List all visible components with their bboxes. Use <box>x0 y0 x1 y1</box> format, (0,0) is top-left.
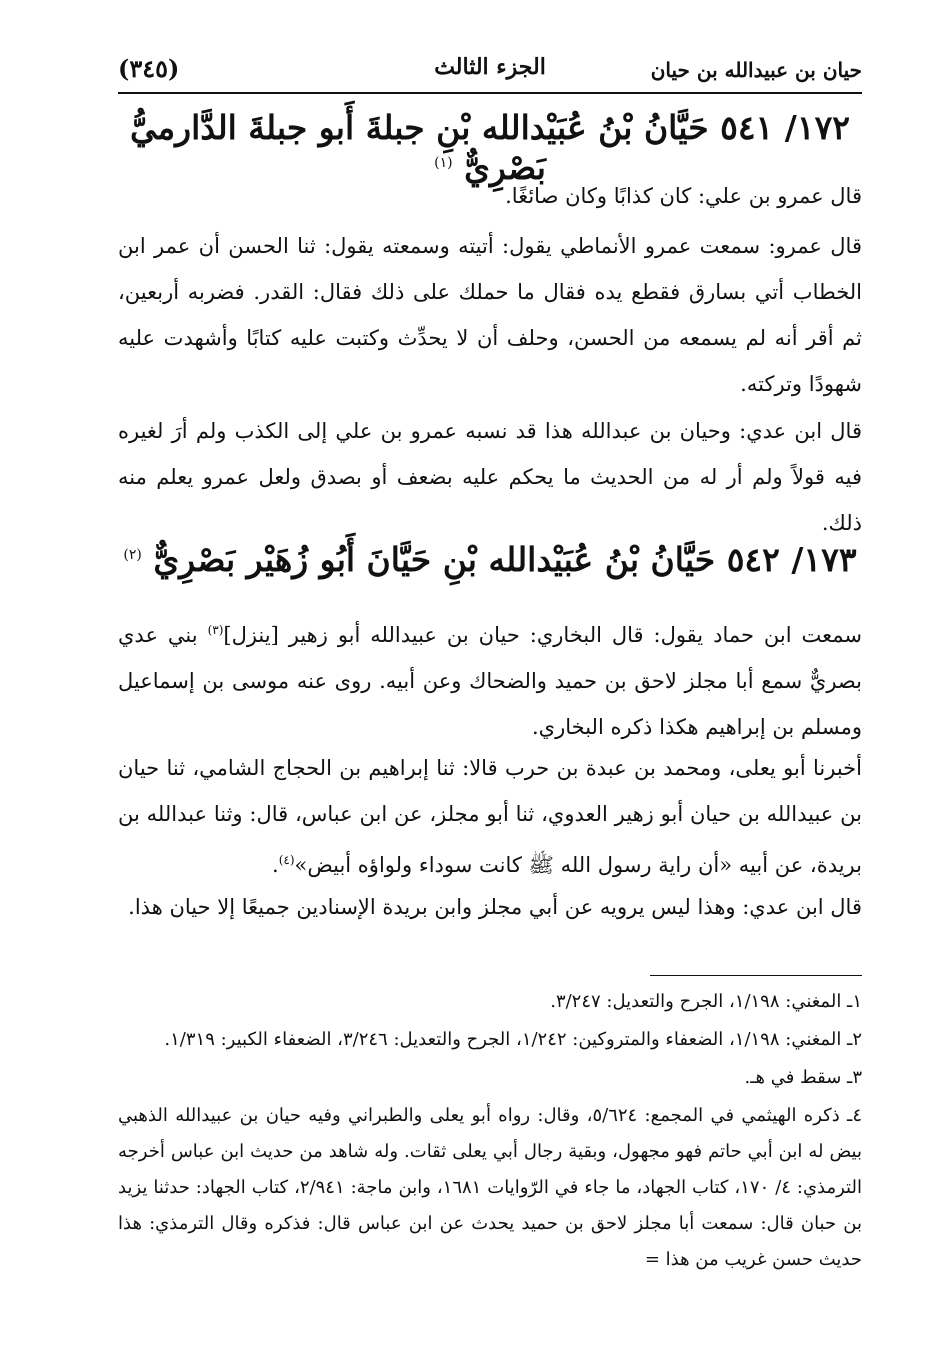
footnote: ٢ـ المغني: ١/١٩٨، الضعفاء والمتروكين: ١/٢٤٢، الجرح والتعديل: ٣/٢٤٦، الضعفاء الكبير: ١/٣١٩. <box>164 1029 862 1050</box>
footnote: ٣ـ سقط في هـ. <box>744 1067 862 1088</box>
entry-heading <box>118 540 862 580</box>
entry-name: حَيَّانُ بْنُ عُبَيْدالله بْنِ جبلةَ أَبو جبلةَ الدَّارميُّ بَصْرِيٌّ <box>129 108 709 187</box>
entry-name: حَيَّانُ بْنُ عُبَيْدالله بْنِ حَيَّانَ أَبُو زُهَيْر بَصْرِيٌّ <box>153 540 716 579</box>
paragraph-text: . <box>272 853 279 877</box>
page-number: (٣٤٥) <box>118 54 180 83</box>
volume-label: الجزء الثالث <box>434 54 546 80</box>
paragraph: قال ابن عدي: وهذا ليس يرويه عن أبي مجلز وابن بريدة الإسنادين جميعًا إلا حيان هذا. <box>128 895 862 919</box>
footnote-ref: (٤) <box>278 853 295 867</box>
header-divider <box>118 92 862 94</box>
footnote-divider <box>650 975 862 976</box>
running-title: حيان بن عبيدالله بن حيان <box>650 58 862 82</box>
footnote-ref: (١) <box>434 154 453 171</box>
paragraph-text: بني عدي بصريٌّ سمع أبا مجلز لاحق بن حميد والضحاك وعن أبيه. روى عنه موسى بن إسماعيل ومسلم بن إبراهيم هكذا ذكره البخاري. <box>118 623 862 739</box>
paragraph: قال ابن عدي: وحيان بن عبدالله هذا قد نسبه عمرو بن علي إلى الكذب ولم أرَ لغيره فيه قولاً ولم أر له من الحديث ما يحكم عليه بضعف أو بصدق ولعل عمرو يعلم منه ذلك. <box>118 419 862 535</box>
paragraph-text: سمعت ابن حماد يقول: قال البخاري: حيان بن عبيدالله أبو زهير [ينزل] <box>223 623 862 647</box>
page-header <box>118 52 862 88</box>
paragraph <box>118 745 862 888</box>
footnote-ref: (٢) <box>123 547 142 563</box>
footnote-ref: (٣) <box>207 623 224 637</box>
footnote: ٤ـ ذكره الهيثمي في المجمع: ٥/٦٢٤، وقال: رواه أبو يعلى والطبراني وفيه حيان بن عبيدالله الذهبي بيض له ابن أبي حاتم فهو مجهول، وبقية رجال أبي يعلى ثقات. وله شاهد من حديث ابن عباس أخرجه الترمذي: ٤/ ١٧٠، كتاب الجهاد، ما جاء في الرّوايات ١٦٨١، وابن ماجة: ٢/٩٤١، كتاب الجهاد: حدثنا يزيد بن حبان قال: سمعت أبا مجلز لاحق بن حميد يحدث عن ابن عباس قال: فذكره وقال الترمذي: هذا حديث حسن غريب من هذا = <box>118 1105 862 1270</box>
paragraph: قال عمرو بن علي: كان كذابًا وكان صائغًا. <box>505 184 862 208</box>
paragraph: قال عمرو: سمعت عمرو الأنماطي يقول: أتيته وسمعته يقول: ثنا الحسن أن عمر ابن الخطاب أتي بسارق فقطع يده فقال ما حملك على ذلك فقال: القدر. فضربه أربعين، ثم أقر أنه لم يسمعه من الحسن، وحلف أن لا يحدِّث وكتبت عليه كتابًا وأشهدت عليه شهودًا وتركته. <box>118 234 862 396</box>
entry-number: ١٧٢/ ٥٤١ <box>720 108 851 147</box>
paragraph <box>118 607 862 750</box>
footnote: ١ـ المغني: ١/١٩٨، الجرح والتعديل: ٣/٢٤٧. <box>550 991 862 1012</box>
paragraph-text: أخبرنا أبو يعلى، ومحمد بن عبدة بن حرب قالا: ثنا إبراهيم بن الحجاج الشامي، ثنا حيان بن عبيدالله بن حيان أبو زهير العدوي، ثنا أبو مجلز، عن ابن عباس، قال: وثنا عبدالله بن بريدة، عن أبيه «أن راية رسول الله ﷺ كانت سوداء ولواؤه أبيض» <box>118 756 862 877</box>
entry-number: ١٧٣/ ٥٤٢ <box>726 540 857 579</box>
footnotes <box>118 984 862 1280</box>
